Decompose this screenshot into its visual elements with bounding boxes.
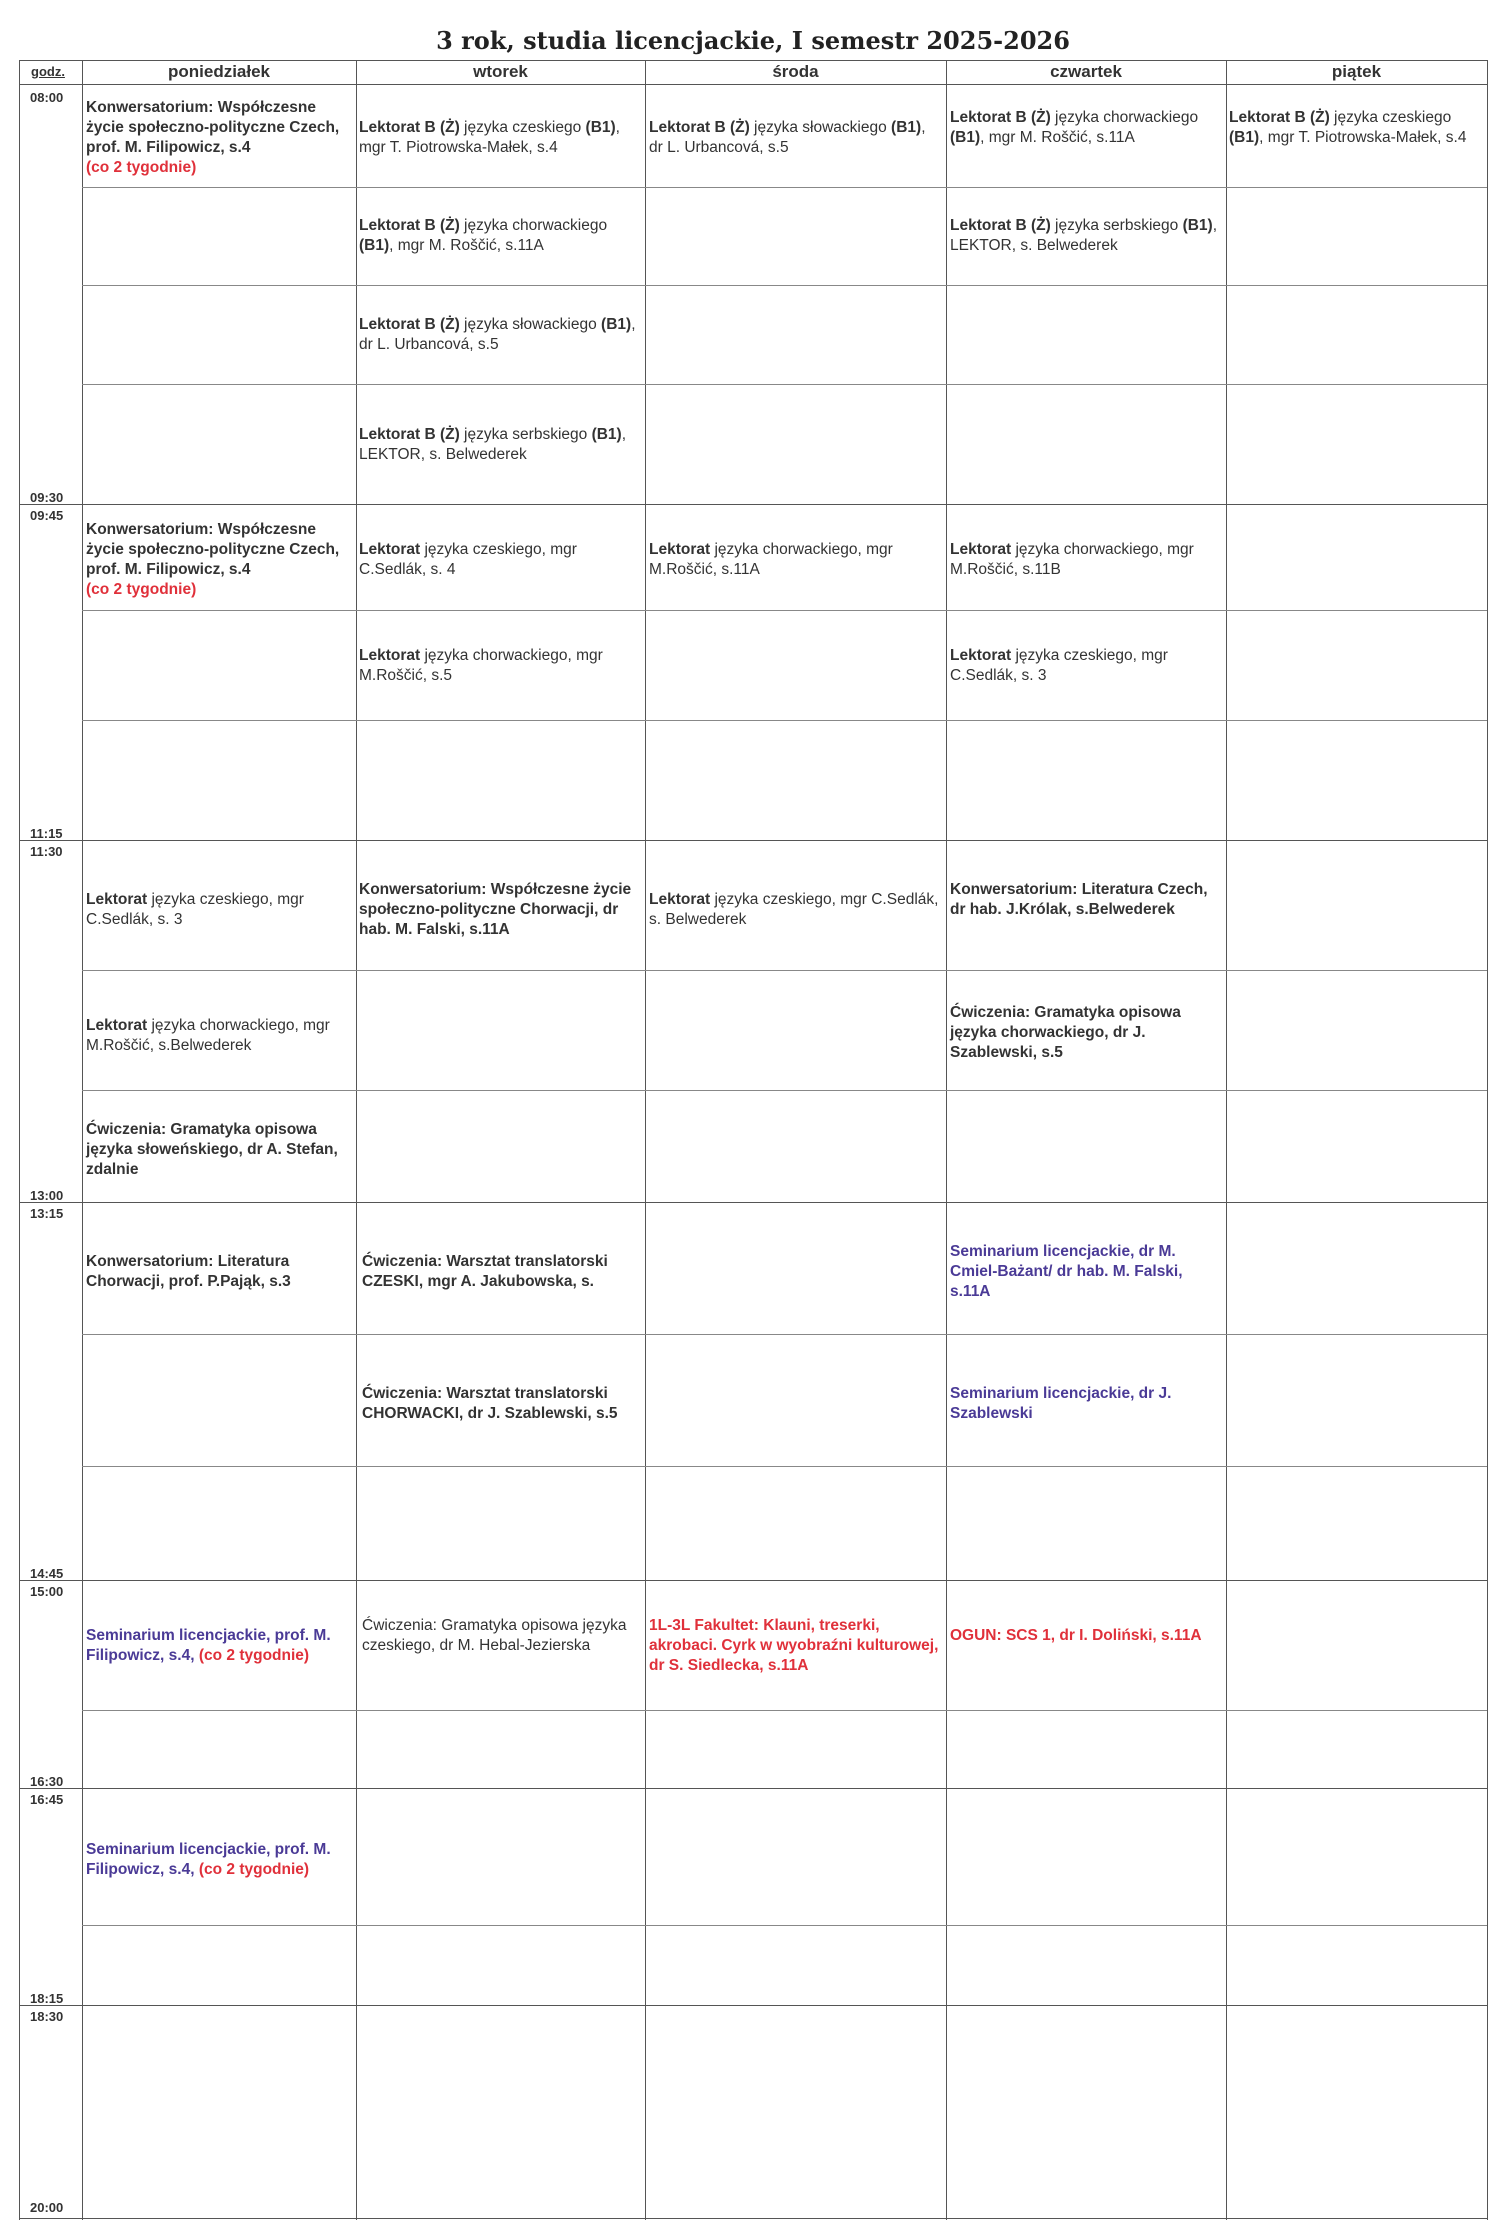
class-entry [86,1252,352,1292]
class-details: języka chorwackiego [459,217,608,234]
class-entry [950,108,1222,148]
class-details: , LEKTOR, s. Belwederek [950,217,1218,254]
class-title: Seminarium licencjackie, prof. M. Filipowicz, s.4, [86,1627,331,1664]
grid-line [82,970,1487,971]
class-entry [359,216,643,256]
page-title: 3 rok, studia licencjackie, I semestr 2025-2026 [436,26,1070,55]
grid-line [82,1925,1487,1926]
grid-line [82,610,1487,611]
time-label: 18:30 [30,2009,64,2024]
class-title: Lektorat [649,891,711,908]
grid-line [19,60,20,2220]
class-title: Lektorat B (Ż) [950,217,1051,234]
class-details: języka chorwackiego [1050,109,1199,126]
class-details: języka chorwackiego, mgr M.Roščić, s.5 [359,647,603,684]
time-label: 13:15 [30,1206,64,1221]
class-entry [86,890,352,930]
class-title: Lektorat [950,541,1012,558]
class-title: 1L-3L Fakultet: Klauni, treserki, akrobaci. Cyrk w wyobraźni kulturowej, dr S. Siedlecka, s.11A [649,1617,939,1674]
class-entry [950,1626,1222,1646]
class-title: Ćwiczenia: Warsztat translatorski CHORWACKI, dr J. Szablewski, s.5 [362,1385,618,1422]
class-entry [86,1840,352,1880]
time-label: 11:15 [30,826,63,841]
class-title: Lektorat B (Ż) [649,119,750,136]
grid-line [19,504,1487,505]
class-note: (co 2 tygodnie) [198,1861,310,1878]
class-details: , mgr M. Roščić, s.11A [980,129,1135,146]
time-label: 11:30 [30,844,63,859]
day-header-tuesday: wtorek [473,62,528,81]
class-entry [950,646,1222,686]
class-level: (B1) [950,129,981,146]
time-label: 09:30 [30,490,64,505]
class-title: Ćwiczenia: Warsztat translatorski CZESKI, mgr A. Jakubowska, s. [362,1253,608,1290]
class-title: Konwersatorium: Współczesne życie społeczno-polityczne Czech, prof. M. Filipowicz, s.4 [86,521,340,578]
class-title: Lektorat B (Ż) [359,426,460,443]
class-entry [950,1384,1222,1424]
class-entry [1229,108,1484,148]
class-title: Konwersatorium: Literatura Chorwacji, prof. P.Pająk, s.3 [86,1253,291,1290]
class-entry [359,880,643,940]
class-details: , dr L. Urbancová, s.5 [649,119,926,156]
header-divider [19,84,1487,85]
class-details: języka czeskiego, mgr C.Sedlák, s. 4 [359,541,577,578]
day-header-thursday: czwartek [1050,62,1122,81]
time-label: 14:45 [30,1566,64,1581]
class-level: (B1) [585,119,616,136]
class-details: języka słowackiego [749,119,892,136]
class-title: Ćwiczenia: Gramatyka opisowa języka chorwackiego, dr J. Szablewski, s.5 [950,1004,1181,1061]
class-entry [950,1242,1222,1302]
time-label: 09:45 [30,508,64,523]
time-label: 08:00 [30,90,64,105]
grid-line [19,2005,1487,2006]
class-entry [359,315,643,355]
class-entry [359,118,643,158]
class-entry [86,1016,352,1056]
class-entry [359,540,643,580]
grid-line [82,1090,1487,1091]
class-entry [362,1252,643,1292]
class-level: (B1) [591,426,622,443]
class-title: OGUN: SCS 1, dr I. Doliński, s.11A [950,1627,1202,1644]
class-title: Ćwiczenia: Gramatyka opisowa języka słoweńskiego, dr A. Stefan, zdalnie [86,1121,338,1178]
class-title: Lektorat [86,1017,148,1034]
class-details: języka chorwackiego, mgr M.Roščić, s.Belwederek [86,1017,330,1054]
grid-line [1487,60,1488,2220]
grid-line [19,1788,1487,1789]
time-label: 18:15 [30,1991,64,2006]
class-title: Lektorat [950,647,1012,664]
class-details: , mgr T. Piotrowska-Małek, s.4 [1259,129,1467,146]
grid-line [82,1466,1487,1467]
grid-line [19,1580,1487,1581]
class-title: Lektorat B (Ż) [1229,109,1330,126]
class-entry [86,520,352,600]
class-title: Lektorat [359,541,421,558]
grid-line [19,840,1487,841]
class-entry [649,118,943,158]
class-details: języka czeskiego, mgr C.Sedlák, s. 3 [86,891,304,928]
class-title: Lektorat [649,541,711,558]
time-label: 16:30 [30,1774,64,1789]
class-entry [950,216,1222,256]
class-title: Konwersatorium: Współczesne życie społeczno-polityczne Chorwacji, dr hab. M. Falski, s.11A [359,881,632,938]
day-header-monday: poniedziałek [167,62,271,81]
class-details: języka czeskiego [459,119,586,136]
class-entry [362,1616,643,1656]
class-details: , LEKTOR, s. Belwederek [359,426,627,463]
grid-line [19,1202,1487,1203]
class-entry [649,1616,943,1676]
class-entry [359,425,643,465]
class-details: języka serbskiego [1050,217,1183,234]
class-title: Seminarium licencjackie, dr J. Szablewski [950,1385,1172,1422]
time-label: 16:45 [30,1792,64,1807]
class-details: języka czeskiego [1329,109,1452,126]
class-entry [649,540,943,580]
time-label: 20:00 [30,2200,64,2215]
class-entry [950,880,1222,920]
grid-line [82,187,1487,188]
class-title: Seminarium licencjackie, prof. M. Filipowicz, s.4, [86,1841,331,1878]
class-entry [86,1120,352,1180]
class-details: języka serbskiego [459,426,592,443]
class-level: (B1) [359,237,390,254]
class-entry [86,1626,352,1666]
class-details: języka czeskiego, mgr C.Sedlák, s. Belwederek [649,891,939,928]
class-details: języka czeskiego, mgr C.Sedlák, s. 3 [950,647,1168,684]
class-entry [950,540,1222,580]
grid-line [19,2218,1487,2219]
class-details: , mgr T. Piotrowska-Małek, s.4 [359,119,620,156]
hours-header: godz. [31,64,65,79]
grid-line [82,384,1487,385]
class-note: (co 2 tygodnie) [86,581,197,598]
class-details: języka chorwackiego, mgr M.Roščić, s.11B [950,541,1194,578]
day-header-wednesday: środa [772,62,819,81]
class-entry [86,98,352,178]
class-title: Konwersatorium: Współczesne życie społeczno-polityczne Czech, prof. M. Filipowicz, s.4 [86,99,340,156]
class-note: (co 2 tygodnie) [86,159,197,176]
class-level: (B1) [1229,129,1260,146]
grid-line [82,720,1487,721]
class-title: Lektorat [86,891,148,908]
class-entry [649,890,943,930]
class-note: (co 2 tygodnie) [198,1647,310,1664]
class-level: (B1) [891,119,922,136]
class-entry [950,1003,1222,1063]
class-title: Seminarium licencjackie, dr M. Cmiel-Bażant/ dr hab. M. Falski, s.11A [950,1243,1183,1300]
class-title: Lektorat [359,647,421,664]
grid-line [82,1334,1487,1335]
class-entry [362,1384,643,1424]
class-title: Lektorat B (Ż) [359,217,460,234]
class-title: Ćwiczenia: Gramatyka opisowa języka czeskiego, dr M. Hebal-Jezierska [362,1617,627,1654]
day-header-friday: piątek [1331,62,1382,81]
class-details: , mgr M. Roščić, s.11A [389,237,544,254]
time-label: 13:00 [30,1188,64,1203]
grid-line [82,285,1487,286]
class-details: języka słowackiego [459,316,602,333]
class-details: języka chorwackiego, mgr M.Roščić, s.11A [649,541,893,578]
class-title: Lektorat B (Ż) [359,119,460,136]
class-title: Lektorat B (Ż) [950,109,1051,126]
time-label: 15:00 [30,1584,64,1599]
class-entry [359,646,643,686]
class-level: (B1) [1182,217,1213,234]
class-title: Konwersatorium: Literatura Czech, dr hab. J.Królak, s.Belwederek [950,881,1208,918]
class-level: (B1) [601,316,632,333]
grid-line [82,1710,1487,1711]
class-details: , dr L. Urbancová, s.5 [359,316,636,353]
class-title: Lektorat B (Ż) [359,316,460,333]
